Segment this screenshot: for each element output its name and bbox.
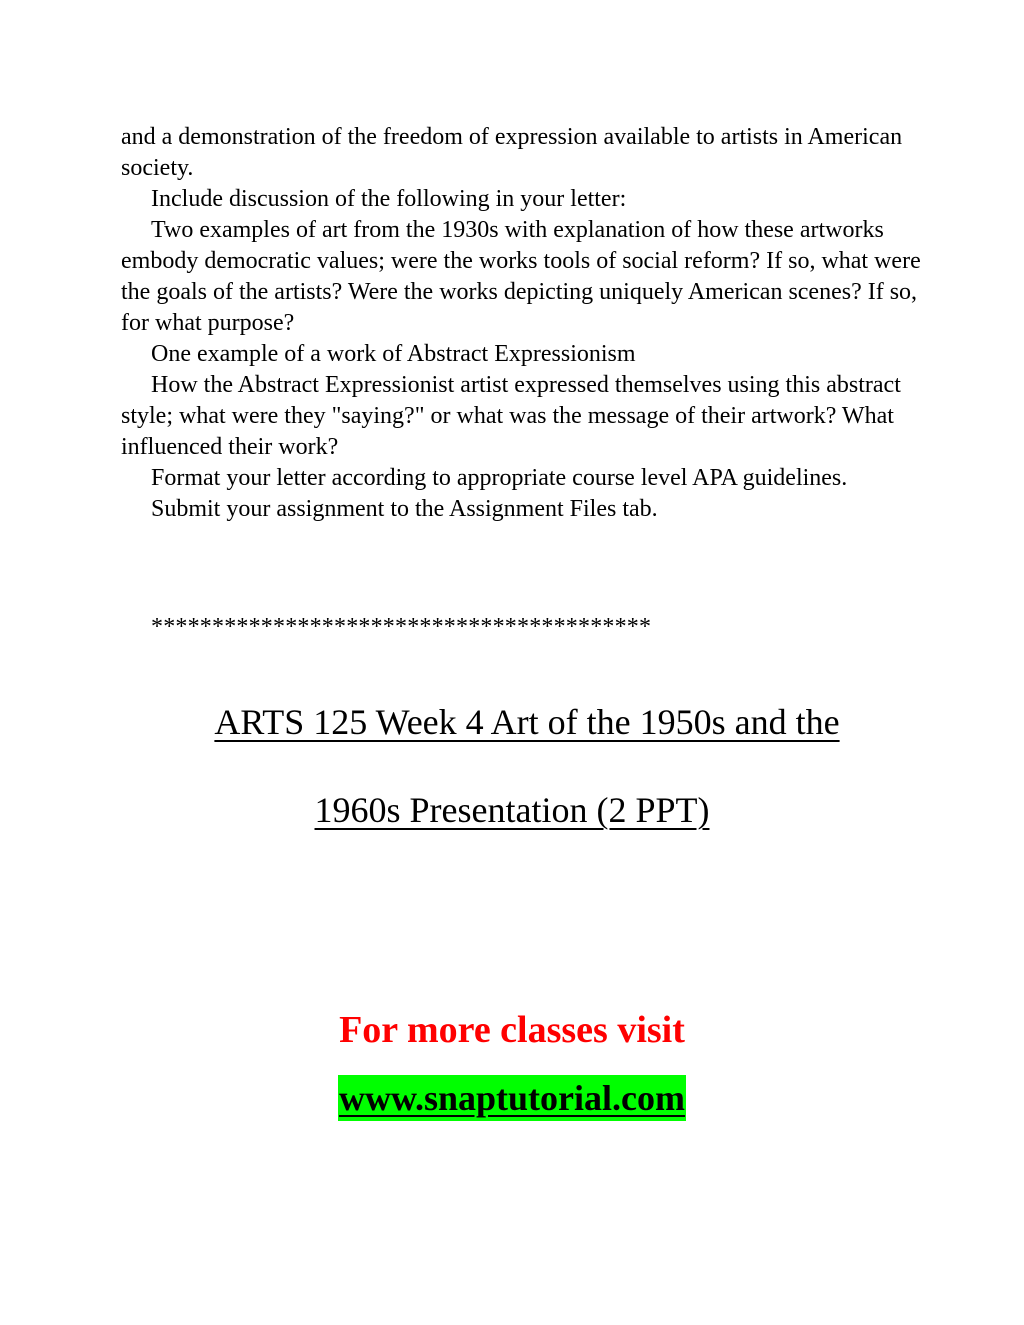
course-title-line-1: ARTS 125 Week 4 Art of the 1950s and the xyxy=(214,702,840,742)
course-title-line-2: 1960s Presentation (2 PPT) xyxy=(314,790,710,830)
paragraph: Format your letter according to appropriate course level APA guidelines. xyxy=(151,465,848,491)
paragraph: How the Abstract Expressionist artist expressed themselves using this abstract style; what were they "saying?" or what was the message of their artwork? What influenced their work? xyxy=(121,372,901,460)
assignment-instructions xyxy=(121,122,921,525)
paragraph: Two examples of art from the 1930s with explanation of how these artworks embody democratic values; were the works tools of social reform? If so, what were the goals of the artists? Were the works depicting uniquely American scenes? If so, for what purpose? xyxy=(121,217,921,336)
paragraph: and a demonstration of the freedom of expression available to artists in American society. xyxy=(121,124,903,181)
promo-link-container xyxy=(0,1075,1024,1121)
paragraph: Include discussion of the following in your letter: xyxy=(151,186,627,212)
paragraph: One example of a work of Abstract Expressionism xyxy=(151,341,636,367)
asterisk-separator: ***************************************** xyxy=(151,614,652,640)
paragraph: Submit your assignment to the Assignment Files tab. xyxy=(151,496,658,522)
promo-heading: For more classes visit xyxy=(339,1009,685,1051)
website-link[interactable]: www.snaptutorial.com xyxy=(338,1075,686,1121)
